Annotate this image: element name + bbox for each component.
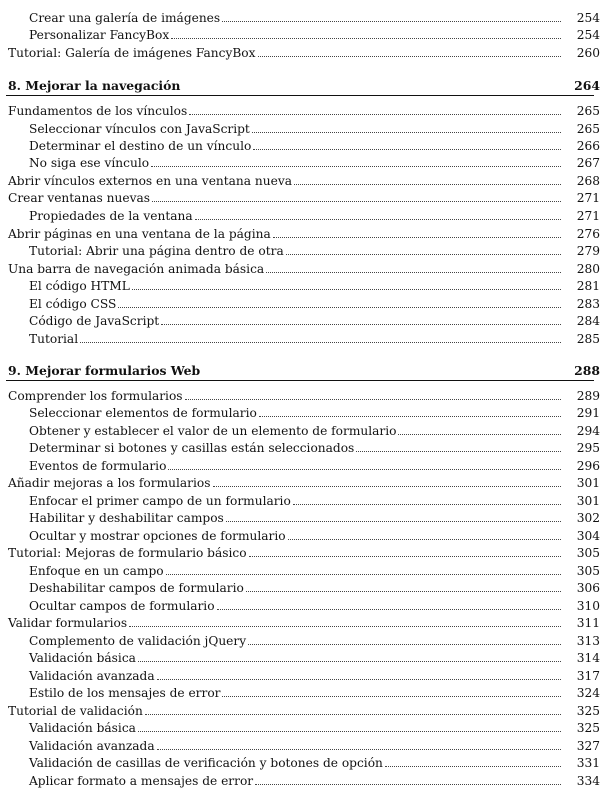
toc-entry [0,171,600,188]
entry-page: 265 [576,104,600,118]
entry-title: Eventos de formulario [29,459,167,473]
toc-entry [0,311,600,328]
entry-page: 304 [576,529,600,543]
entry-page: 296 [576,459,600,473]
entry-title: Validación de casillas de verificación y botones de opción [29,756,383,770]
toc-entry [0,456,600,473]
chapter-rule [6,95,594,96]
toc-entry [0,578,600,595]
entry-page: 266 [576,139,600,153]
toc-entry [0,771,600,788]
toc-entry [0,526,600,543]
dot-leader [161,324,561,325]
dot-leader [138,731,561,732]
dot-leader [266,272,561,273]
entry-title: Personalizar FancyBox [29,28,170,42]
toc-entry [0,119,600,136]
chapter-heading [0,360,600,378]
entry-title: Crear una galería de imágenes [29,11,221,25]
entry-title: Validar formularios [8,616,128,630]
entry-page: 276 [576,227,600,241]
entry-page: 295 [576,441,600,455]
entry-page: 305 [576,564,600,578]
toc-entry [0,631,600,648]
dot-leader [249,556,561,557]
toc-entry [0,241,600,258]
entry-page: 254 [576,11,600,25]
entry-title: El código CSS [29,297,117,311]
toc-entry [0,421,600,438]
dot-leader [248,644,561,645]
dot-leader [398,434,561,435]
chapter-page: 264 [574,78,600,93]
dot-leader [189,114,561,115]
entry-title: Tutorial: Mejoras de formulario básico [8,546,247,560]
entry-title: Validación básica [29,721,136,735]
entry-title: Seleccionar vínculos con JavaScript [29,122,250,136]
entry-title: Estilo de los mensajes de error [29,686,221,700]
entry-page: 280 [576,262,600,276]
entry-page: 271 [576,209,600,223]
entry-page: 311 [576,616,600,630]
toc-entry [0,718,600,735]
dot-leader [80,342,561,343]
toc-entry [0,329,600,346]
entry-title: Enfocar el primer campo de un formulario [29,494,291,508]
entry-page: 302 [576,511,600,525]
entry-page: 268 [576,174,600,188]
dot-leader [288,539,561,540]
entry-title: Aplicar formato a mensajes de error [29,774,254,788]
entry-title: Tutorial de validación [8,704,143,718]
dot-leader [152,201,561,202]
dot-leader [222,696,561,697]
entry-title: Obtener y establecer el valor de un elemento de formulario [29,424,397,438]
entry-page: 279 [576,244,600,258]
entry-title: Validación avanzada [29,739,155,753]
dot-leader [385,766,561,767]
entry-page: 334 [576,774,600,788]
entry-title: Abrir páginas en una ventana de la página [8,227,271,241]
entry-page: 324 [576,686,600,700]
toc-entry [0,543,600,560]
dot-leader [226,521,561,522]
dot-leader [356,451,561,452]
toc-entry [0,259,600,276]
toc-entry [0,613,600,630]
entry-title: Propiedades de la ventana [29,209,193,223]
dot-leader [129,626,561,627]
entry-page: 317 [576,669,600,683]
dot-leader [132,289,561,290]
dot-leader [118,307,561,308]
entry-title: Tutorial: Galería de imágenes FancyBox [8,46,256,60]
entry-title: Determinar si botones y casillas están seleccionados [29,441,355,455]
entry-page: 313 [576,634,600,648]
entry-page: 301 [576,476,600,490]
entry-title: Tutorial: Abrir una página dentro de otra [29,244,284,258]
dot-leader [294,184,561,185]
toc-entry [0,438,600,455]
dot-leader [151,166,561,167]
entry-title: Complemento de validación jQuery [29,634,247,648]
entry-page: 314 [576,651,600,665]
dot-leader [222,21,561,22]
toc-entry [0,508,600,525]
dot-leader [255,784,561,785]
dot-leader [259,416,561,417]
entry-title: Ocultar campos de formulario [29,599,215,613]
entry-title: Validación básica [29,651,136,665]
entry-title: El código HTML [29,279,130,293]
toc-entry [0,701,600,718]
toc-entry [0,136,600,153]
entry-title: Añadir mejoras a los formularios [8,476,211,490]
entry-title: Una barra de navegación animada básica [8,262,265,276]
toc-entry [0,294,600,311]
chapter-page: 288 [574,363,600,378]
dot-leader [253,149,561,150]
entry-page: 267 [576,156,600,170]
toc-entry [0,648,600,665]
dot-leader [157,679,561,680]
toc-entry [0,596,600,613]
toc-entry [0,8,600,25]
entry-title: Ocultar y mostrar opciones de formulario [29,529,286,543]
entry-title: Deshabilitar campos de formulario [29,581,244,595]
dot-leader [286,254,561,255]
entry-page: 281 [576,279,600,293]
entry-page: 271 [576,191,600,205]
entry-title: Abrir vínculos externos en una ventana nueva [8,174,292,188]
entry-page: 254 [576,28,600,42]
entry-page: 325 [576,721,600,735]
entry-title: Comprender los formularios [8,389,183,403]
entry-page: 265 [576,122,600,136]
toc-entry [0,561,600,578]
dot-leader [246,591,561,592]
chapter-rule [6,380,594,381]
entry-title: Enfoque en un campo [29,564,164,578]
entry-title: Código de JavaScript [29,314,160,328]
dot-leader [213,486,562,487]
toc-entry [0,403,600,420]
dot-leader [166,574,561,575]
toc-entry [0,43,600,60]
dot-leader [168,469,561,470]
entry-page: 327 [576,739,600,753]
toc-entry [0,736,600,753]
toc-entry [0,491,600,508]
toc-entry [0,666,600,683]
dot-leader [273,237,561,238]
entry-page: 325 [576,704,600,718]
chapter-title: 8. Mejorar la navegación [8,78,181,93]
toc-entry [0,101,600,118]
entry-title: Validación avanzada [29,669,155,683]
entry-page: 305 [576,546,600,560]
toc-entry [0,386,600,403]
toc-entry [0,25,600,42]
dot-leader [217,609,561,610]
toc-entry [0,206,600,223]
entry-title: Tutorial [29,332,79,346]
dot-leader [138,661,561,662]
chapter-heading [0,75,600,93]
entry-title: Crear ventanas nuevas [8,191,151,205]
entry-page: 289 [576,389,600,403]
toc-entry [0,473,600,490]
entry-page: 310 [576,599,600,613]
toc-entry [0,224,600,241]
entry-title: Determinar el destino de un vínculo [29,139,252,153]
entry-page: 301 [576,494,600,508]
entry-title: Seleccionar elementos de formulario [29,406,257,420]
dot-leader [185,399,561,400]
dot-leader [258,56,562,57]
toc-entry [0,153,600,170]
toc-entry [0,188,600,205]
entry-page: 331 [576,756,600,770]
entry-title: Fundamentos de los vínculos [8,104,188,118]
dot-leader [293,504,561,505]
dot-leader [171,38,561,39]
dot-leader [252,132,561,133]
entry-title: No siga ese vínculo [29,156,150,170]
dot-leader [145,714,561,715]
toc-entry [0,276,600,293]
entry-title: Habilitar y deshabilitar campos [29,511,224,525]
dot-leader [157,749,561,750]
dot-leader [195,219,561,220]
entry-page: 306 [576,581,600,595]
entry-page: 284 [576,314,600,328]
entry-page: 285 [576,332,600,346]
toc-entry [0,753,600,770]
entry-page: 291 [576,406,600,420]
toc-entry [0,683,600,700]
entry-page: 260 [576,46,600,60]
entry-page: 294 [576,424,600,438]
entry-page: 283 [576,297,600,311]
chapter-title: 9. Mejorar formularios Web [8,363,201,378]
